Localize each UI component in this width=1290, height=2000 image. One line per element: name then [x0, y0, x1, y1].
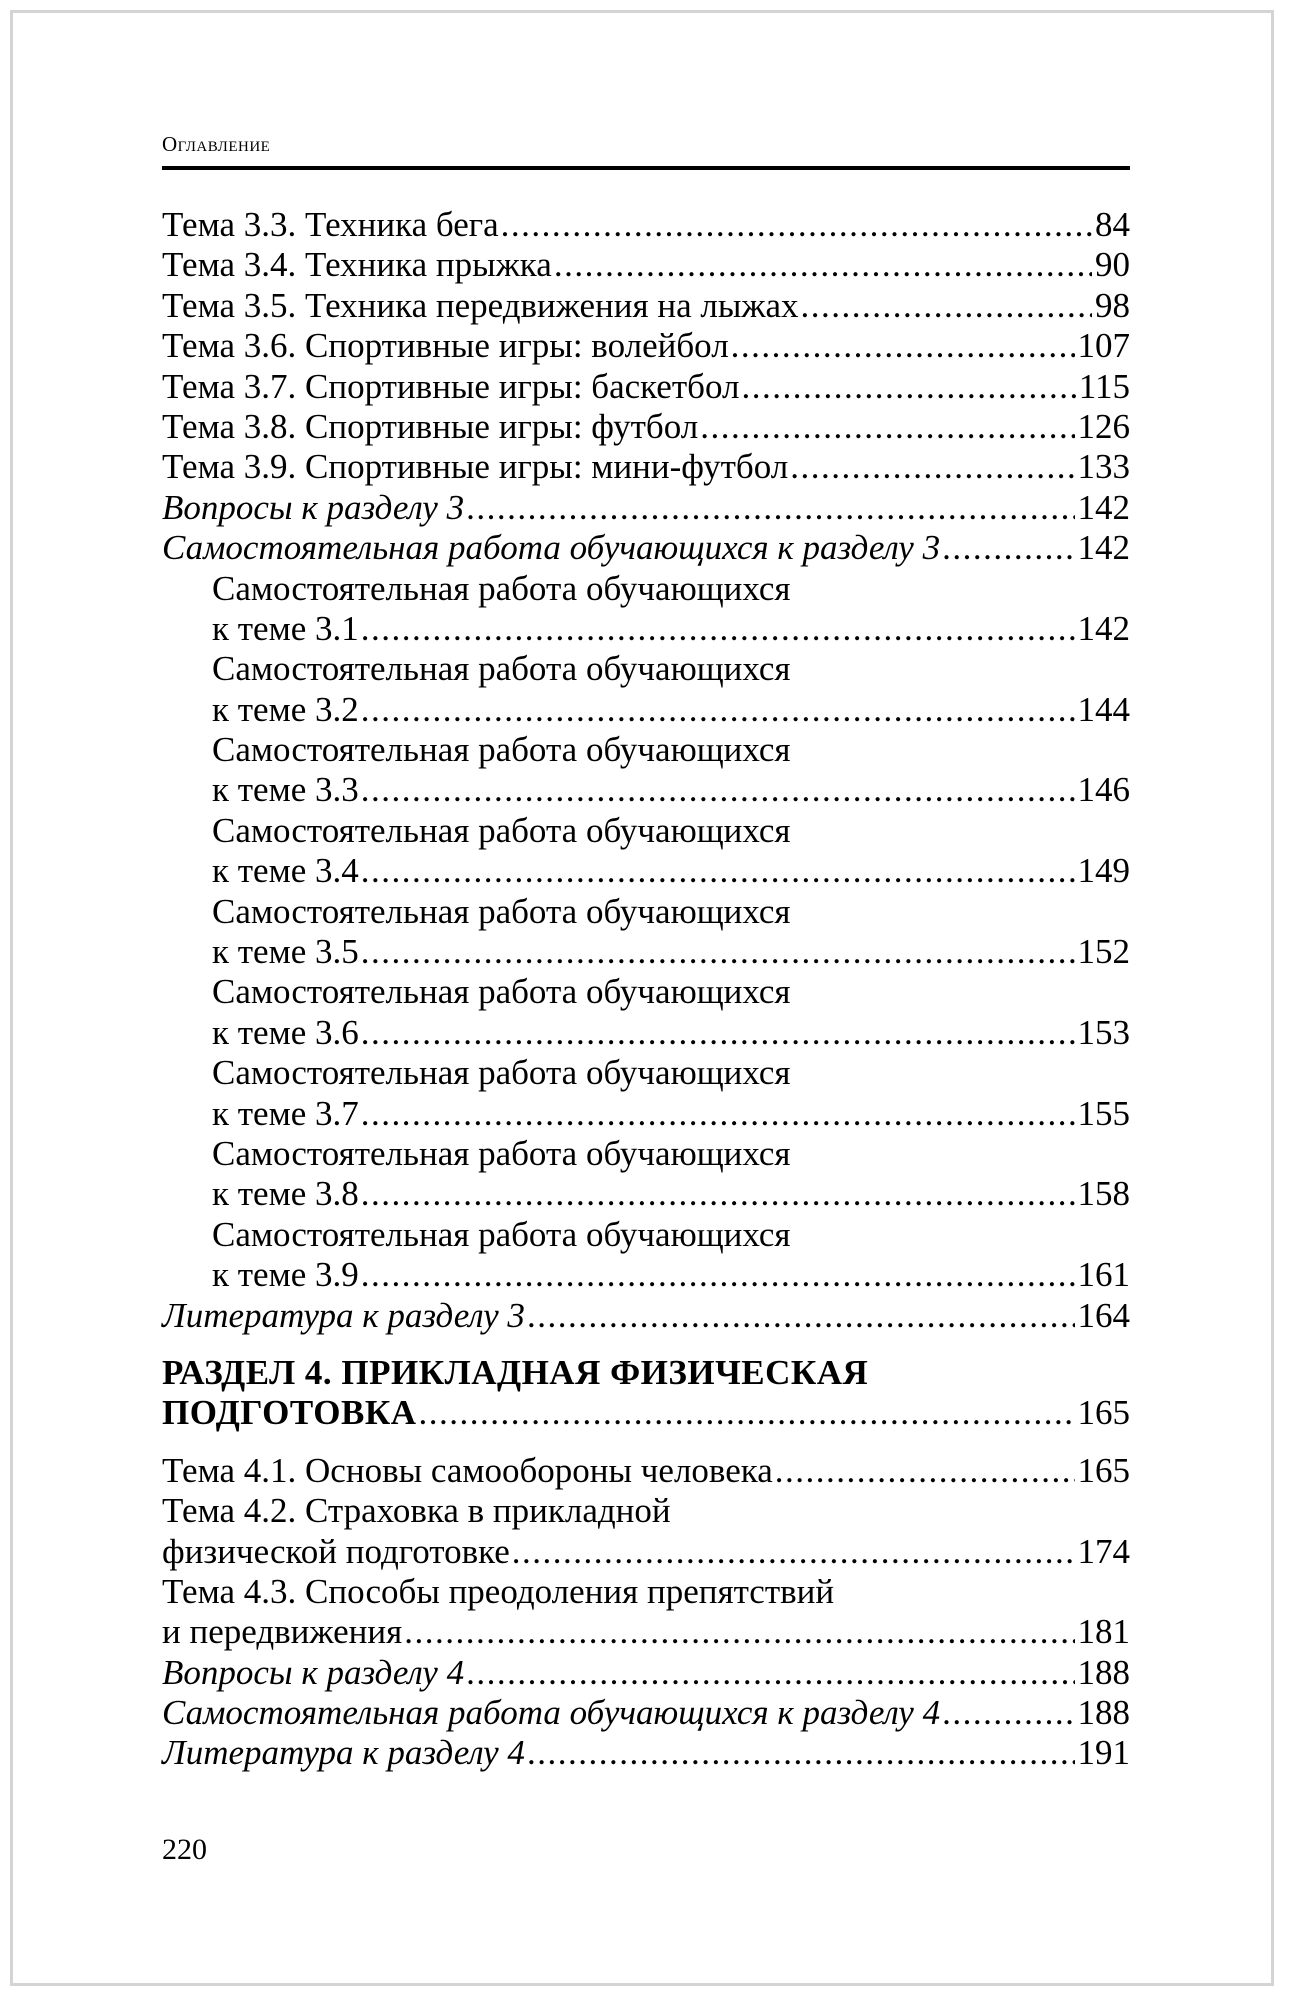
leader-dots — [527, 1733, 1075, 1773]
leader-dots — [942, 528, 1074, 568]
toc-entry-page: 98 — [1095, 285, 1130, 325]
leader-dots — [361, 1094, 1075, 1134]
toc-entry-selfwork-3-6[interactable] — [162, 972, 1130, 1053]
toc-entry-topic-3-4[interactable] — [162, 245, 1130, 285]
toc-entry-topic-3-7[interactable] — [162, 367, 1130, 407]
toc-entry-title: Тема 3.3. Техника бега — [162, 205, 499, 244]
toc-entry-selfwork-3-1[interactable] — [162, 569, 1130, 650]
leader-dots — [554, 245, 1092, 285]
leader-dots — [512, 1532, 1075, 1572]
leader-dots — [361, 1174, 1075, 1214]
leader-dots — [419, 1393, 1075, 1433]
leader-dots — [775, 1451, 1075, 1491]
leader-dots — [942, 1693, 1074, 1733]
leader-dots — [404, 1612, 1074, 1652]
toc-entry-title: Литература к разделу 4 — [162, 1733, 525, 1773]
toc-entry-title-line: Самостоятельная работа обучающихся — [212, 1053, 791, 1093]
toc-entry-title-line: Тема 4.3. Способы преодоления препятствий — [162, 1571, 835, 1611]
toc-entry-title-line: к теме 3.9 — [212, 1255, 359, 1295]
toc-entry-selfwork-3-9[interactable] — [162, 1215, 1130, 1296]
leader-dots — [700, 407, 1074, 447]
toc-entry-title-line: Самостоятельная работа обучающихся — [212, 1214, 791, 1254]
toc-entry-title-line: Самостоятельная работа обучающихся — [212, 568, 791, 608]
toc-entry-title: Тема 3.6. Спортивные игры: волейбол — [162, 326, 729, 366]
section-heading-line: ПОДГОТОВКА — [162, 1393, 417, 1433]
toc-entry-title-line: к теме 3.1 — [212, 608, 359, 648]
toc-entry-title: Самостоятельная работа обучающихся к разделу 3 — [162, 528, 941, 568]
toc-entry-topic-4-1[interactable] — [162, 1451, 1130, 1491]
toc-entry-title: Тема 3.9. Спортивные игры: мини-футбол — [162, 447, 789, 487]
toc-entry-title-line: к теме 3.2 — [212, 689, 359, 729]
toc-entry-topic-4-2[interactable] — [162, 1491, 1130, 1572]
header-rule — [162, 166, 1130, 170]
toc-entry-selfwork-3-7[interactable] — [162, 1053, 1130, 1134]
toc-entry-page: 153 — [1077, 1012, 1130, 1052]
toc-entry-page: 115 — [1078, 366, 1130, 406]
toc-entry-title: Самостоятельная работа обучающихся к разделу 4 — [162, 1693, 941, 1733]
leader-dots — [741, 367, 1075, 407]
toc-entry-section3-literature[interactable] — [162, 1296, 1130, 1336]
toc-entry-selfwork-3-8[interactable] — [162, 1134, 1130, 1215]
toc-entry-title: Тема 4.1. Основы самообороны человека — [162, 1450, 773, 1490]
toc-section4-heading[interactable] — [162, 1353, 1130, 1434]
toc-entry-selfwork-3-4[interactable] — [162, 811, 1130, 892]
toc-entry-title-line: к теме 3.4 — [212, 851, 359, 891]
toc-entry-page: 191 — [1077, 1733, 1130, 1773]
toc-entry-title-line: физической подготовке — [162, 1531, 510, 1571]
toc-entry-page: 165 — [1077, 1393, 1130, 1433]
toc-entry-section3-questions[interactable] — [162, 488, 1130, 528]
toc-entry-page: 133 — [1077, 447, 1130, 487]
leader-dots — [501, 205, 1092, 245]
toc-entry-page: 155 — [1077, 1093, 1130, 1133]
toc-entry-title-line: Самостоятельная работа обучающихся — [212, 891, 791, 931]
toc-entry-title-line: и передвижения — [162, 1612, 403, 1652]
leader-dots — [361, 1013, 1075, 1053]
toc-entry-section3-selfwork[interactable] — [162, 528, 1130, 568]
toc-entry-selfwork-3-2[interactable] — [162, 649, 1130, 730]
toc-entry-page: 188 — [1077, 1652, 1130, 1692]
toc-entry-title: Тема 3.7. Спортивные игры: баскетбол — [162, 366, 740, 406]
toc-entry-page: 174 — [1077, 1531, 1130, 1571]
toc-entry-section4-literature[interactable] — [162, 1733, 1130, 1773]
toc-entry-title: Тема 3.5. Техника передвижения на лыжах — [162, 285, 799, 325]
toc-entry-topic-3-6[interactable] — [162, 326, 1130, 366]
toc-entry-title-line: Тема 4.2. Страховка в прикладной — [162, 1491, 671, 1531]
toc-entry-title-line: Самостоятельная работа обучающихся — [212, 730, 791, 770]
toc-entry-page: 144 — [1077, 689, 1130, 729]
leader-dots — [361, 770, 1075, 810]
toc-entry-page: 90 — [1095, 245, 1130, 285]
toc-entry-page: 164 — [1077, 1295, 1130, 1335]
toc-entry-page: 146 — [1077, 770, 1130, 810]
toc-entry-title: Тема 3.8. Спортивные игры: футбол — [162, 406, 699, 446]
toc-entry-page: 142 — [1077, 487, 1130, 527]
toc-entry-page: 126 — [1077, 406, 1130, 446]
toc-entry-title-line: Самостоятельная работа обучающихся — [212, 1133, 791, 1173]
toc-entry-page: 181 — [1077, 1612, 1130, 1652]
toc-entry-title: Тема 3.4. Техника прыжка — [162, 245, 552, 285]
toc-entry-topic-3-8[interactable] — [162, 407, 1130, 447]
leader-dots — [361, 690, 1075, 730]
toc-entry-title-line: Самостоятельная работа обучающихся — [212, 649, 791, 689]
toc-entry-page: 142 — [1077, 608, 1130, 648]
leader-dots — [361, 609, 1075, 649]
leader-dots — [466, 1653, 1074, 1693]
toc-entry-page: 142 — [1077, 528, 1130, 568]
toc-entry-page: 161 — [1077, 1255, 1130, 1295]
toc-entry-topic-4-3[interactable] — [162, 1572, 1130, 1653]
section-heading-line: РАЗДЕЛ 4. ПРИКЛАДНАЯ ФИЗИЧЕСКАЯ — [162, 1352, 869, 1392]
toc-entry-title-line: Самостоятельная работа обучающихся — [212, 810, 791, 850]
toc-entry-topic-3-5[interactable] — [162, 286, 1130, 326]
leader-dots — [361, 851, 1075, 891]
toc-entry-selfwork-3-5[interactable] — [162, 892, 1130, 973]
toc-entry-section4-selfwork[interactable] — [162, 1693, 1130, 1733]
toc-entry-page: 84 — [1095, 205, 1130, 244]
toc-entry-title: Вопросы к разделу 3 — [162, 487, 465, 527]
toc-entry-topic-3-3[interactable] — [162, 205, 1130, 245]
toc-entry-page: 188 — [1077, 1693, 1130, 1733]
table-of-contents — [162, 205, 1130, 1774]
toc-entry-page: 107 — [1077, 326, 1130, 366]
toc-entry-title: Литература к разделу 3 — [162, 1295, 525, 1335]
toc-entry-topic-3-9[interactable] — [162, 447, 1130, 487]
running-head: Оглавление — [162, 132, 271, 156]
leader-dots — [790, 447, 1074, 487]
toc-entry-page: 165 — [1077, 1450, 1130, 1490]
leader-dots — [361, 932, 1075, 972]
leader-dots — [801, 286, 1092, 326]
toc-entry-page: 149 — [1077, 851, 1130, 891]
toc-entry-selfwork-3-3[interactable] — [162, 730, 1130, 811]
toc-entry-title-line: к теме 3.7 — [212, 1093, 359, 1133]
toc-entry-title-line: к теме 3.8 — [212, 1174, 359, 1214]
leader-dots — [361, 1255, 1075, 1295]
toc-entry-title: Вопросы к разделу 4 — [162, 1652, 465, 1692]
leader-dots — [731, 326, 1075, 366]
leader-dots — [466, 488, 1074, 528]
page-number: 220 — [162, 1833, 207, 1866]
toc-entry-title-line: к теме 3.5 — [212, 932, 359, 972]
leader-dots — [527, 1296, 1075, 1336]
toc-entry-section4-questions[interactable] — [162, 1653, 1130, 1693]
toc-entry-page: 152 — [1077, 932, 1130, 972]
toc-entry-page: 158 — [1077, 1174, 1130, 1214]
toc-entry-title-line: к теме 3.6 — [212, 1012, 359, 1052]
toc-entry-title-line: к теме 3.3 — [212, 770, 359, 810]
toc-entry-title-line: Самостоятельная работа обучающихся — [212, 972, 791, 1012]
